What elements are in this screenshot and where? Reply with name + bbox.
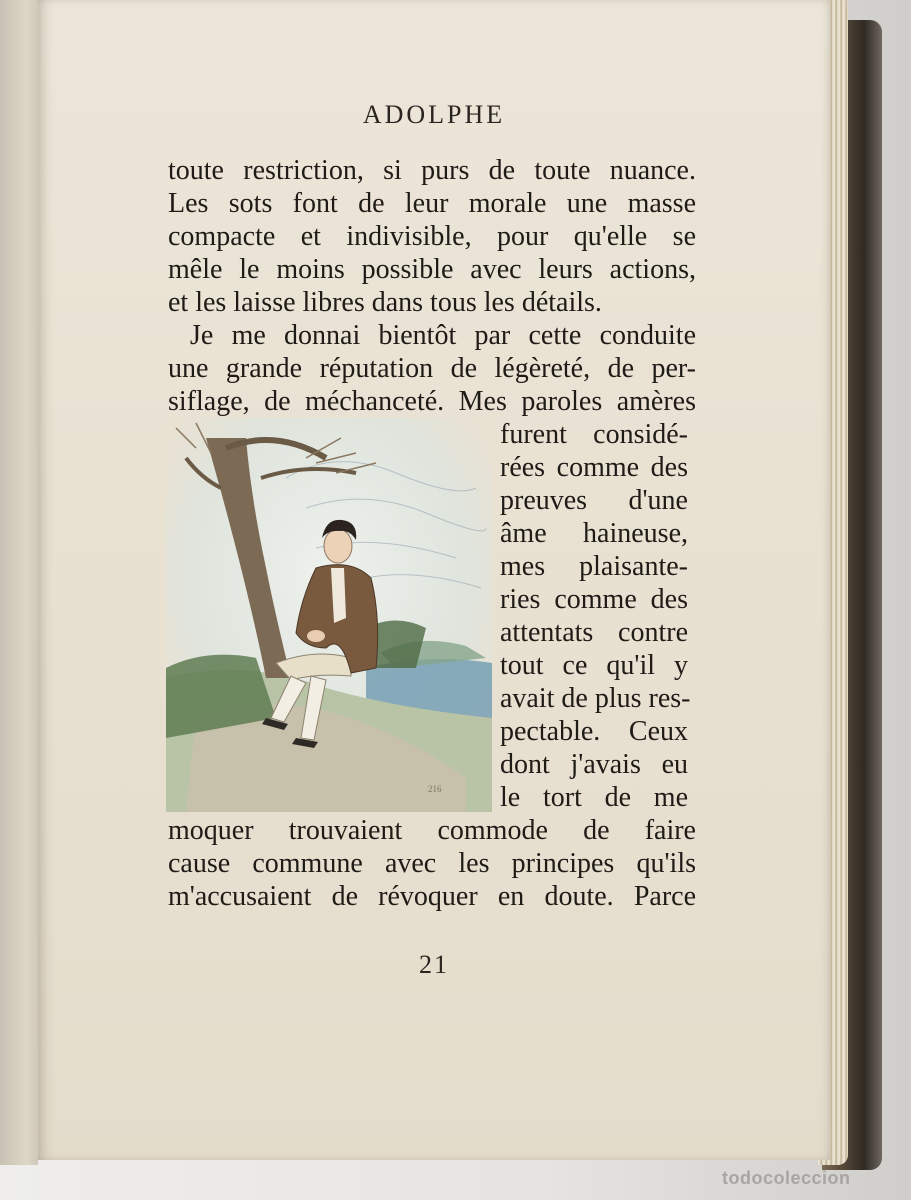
- text-line: toute restriction, si purs de toute nuance.: [168, 155, 696, 186]
- wrapped-line: âme haineuse,: [500, 518, 688, 549]
- paragraph-first-line: Je me donnai bientôt par cette conduite: [190, 320, 696, 351]
- text-line: mêle le moins possible avec leurs actions,: [168, 254, 696, 285]
- text-line: et les laisse libres dans tous les détails.: [168, 287, 602, 318]
- text-line: moquer trouvaient commode de faire: [168, 815, 696, 846]
- wrapped-line: furent considé-: [500, 419, 688, 450]
- wrapped-line: dont j'avais eu: [500, 749, 688, 780]
- wrapped-line: attentats contre: [500, 617, 688, 648]
- text-line: m'accusaient de révoquer en doute. Parce: [168, 881, 696, 912]
- text-line: cause commune avec les principes qu'ils: [168, 848, 696, 879]
- text-line: compacte et indivisible, pour qu'elle se: [168, 221, 696, 252]
- wrapped-line: rées comme des: [500, 452, 688, 483]
- wrapped-line: preuves d'une: [500, 485, 688, 516]
- left-page-edge: [0, 0, 38, 1165]
- wrapped-line: avait de plus res-: [500, 683, 691, 714]
- wrapped-line: mes plaisante-: [500, 551, 688, 582]
- running-head: ADOLPHE: [362, 100, 506, 129]
- illustration-young-man-under-tree: [166, 418, 492, 812]
- text-line: Les sots font de leur morale une masse: [168, 188, 696, 219]
- book-page: [38, 0, 830, 1160]
- illustration-signature: 216: [428, 784, 442, 794]
- wrapped-line: tout ce qu'il y: [500, 650, 688, 681]
- page-number: 21: [419, 950, 449, 979]
- wrapped-line: le tort de me: [500, 782, 688, 813]
- text-line: une grande réputation de légèreté, de per-: [168, 353, 696, 384]
- watermark: todocoleccion: [722, 1168, 851, 1188]
- wrapped-line: ries comme des: [500, 584, 688, 615]
- text-line: siflage, de méchanceté. Mes paroles amères: [168, 386, 696, 417]
- wrapped-line: pectable. Ceux: [500, 716, 688, 747]
